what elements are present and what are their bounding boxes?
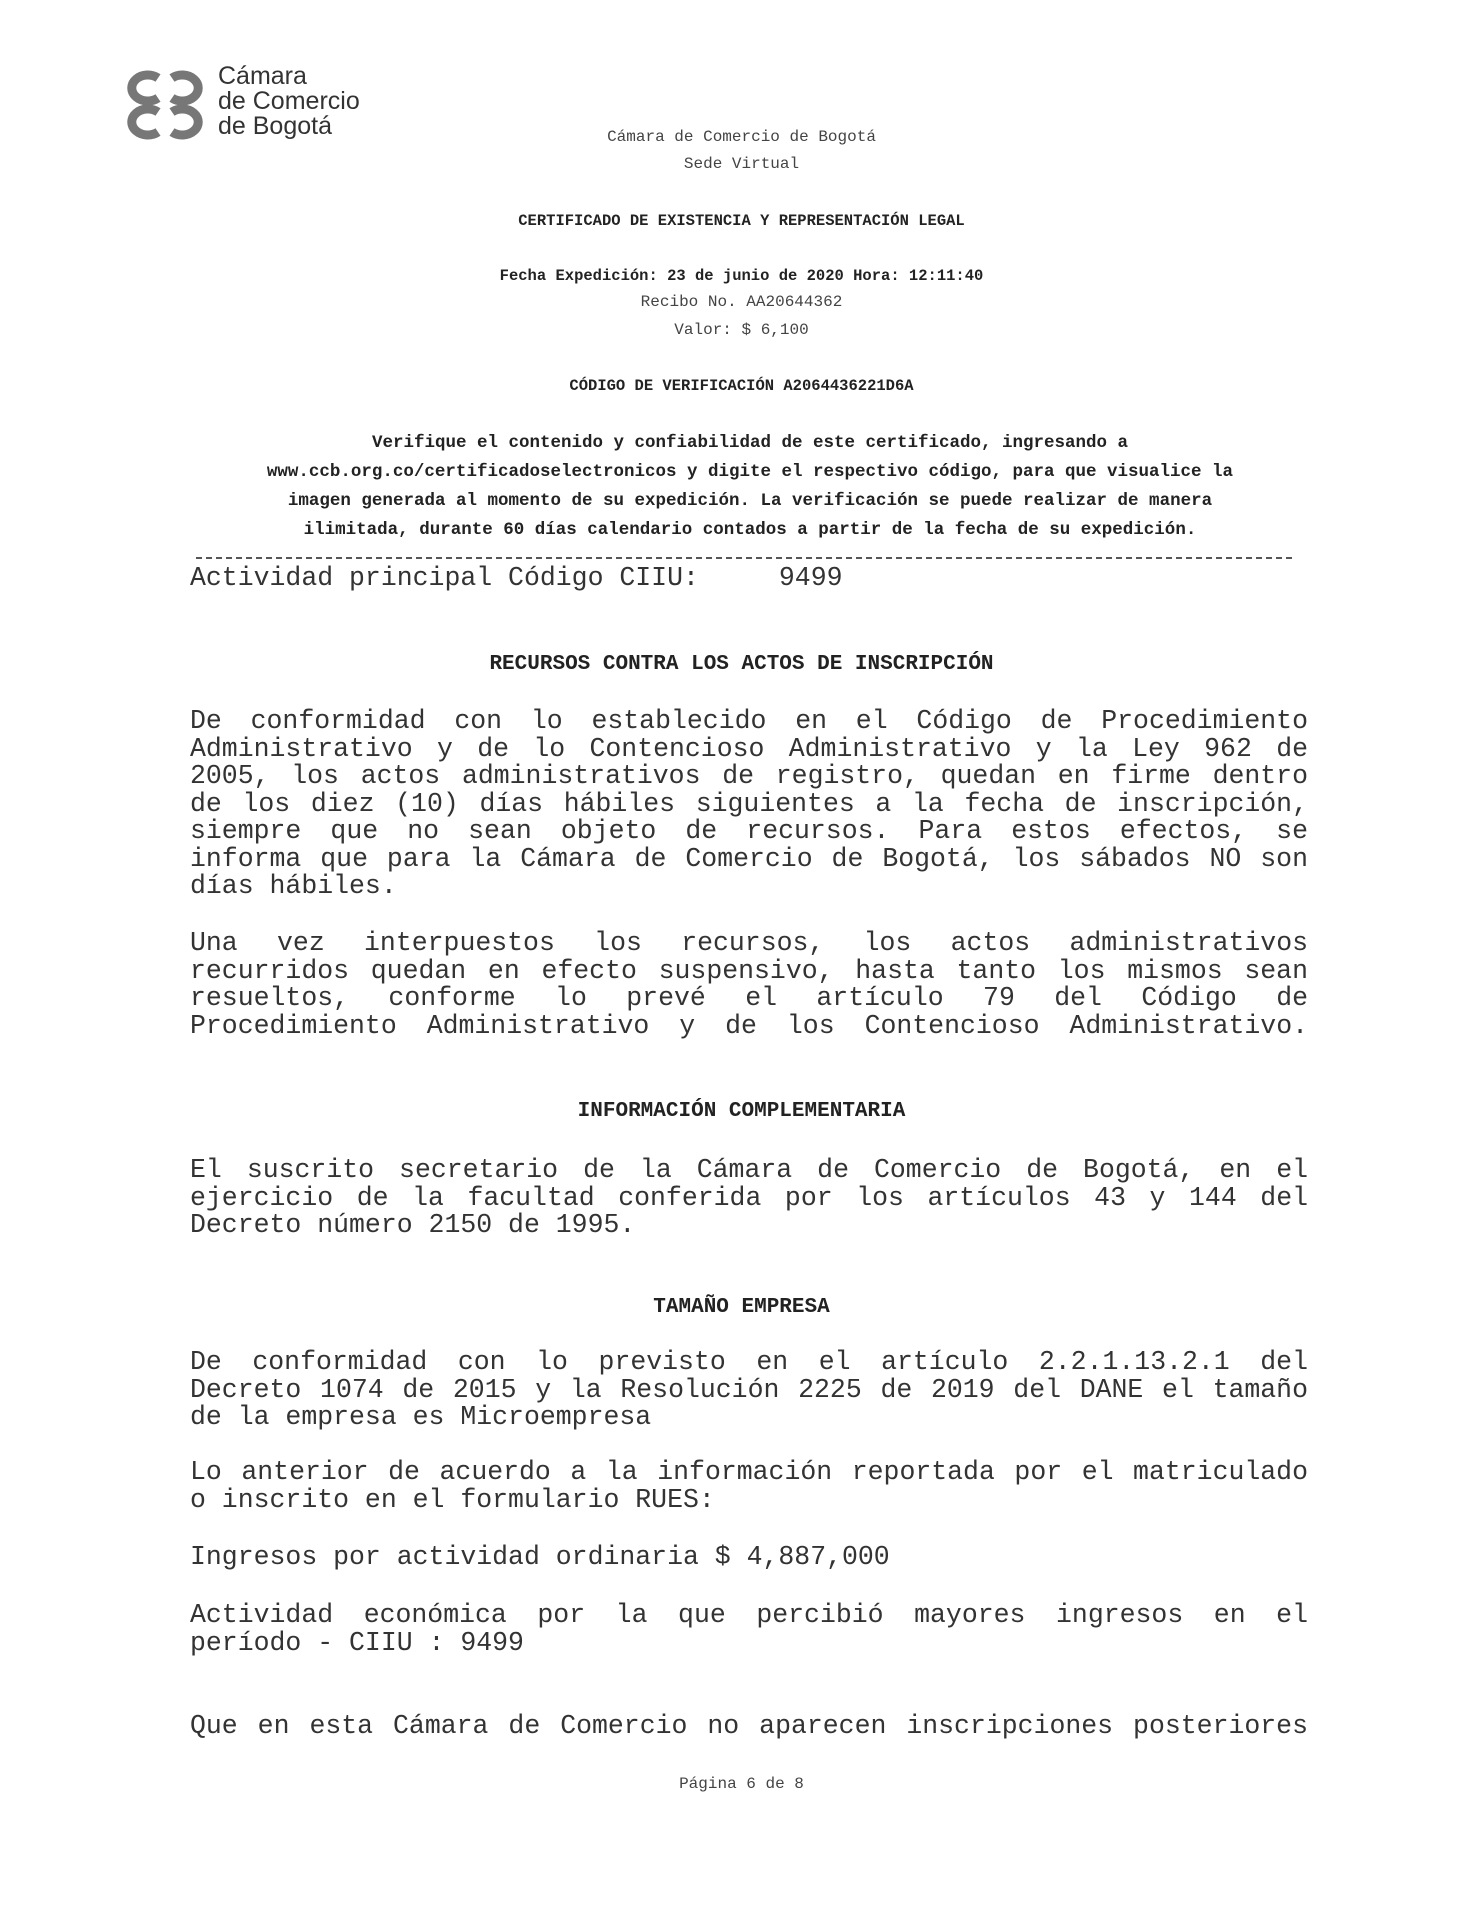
info-paragraph [190,1157,1308,1240]
actividad-value: 9499 [778,563,843,593]
recibo: Recibo No. AA20644362 [640,293,843,311]
page-number: Página 6 de 8 [679,1775,804,1793]
text-line: informa que para la Cámara de Comercio de Bogotá, los sábados NO son [190,843,1308,874]
text-line: de la empresa es Microempresa [190,1402,652,1432]
section-title-tamano: TAMAÑO EMPRESA [653,1296,830,1319]
document-title: CERTIFICADO DE EXISTENCIA Y REPRESENTACIÓN LEGAL [518,212,965,230]
text-line: De conformidad con lo establecido en el Código de Procedimiento [190,706,1308,736]
valor: Valor: $ 6,100 [674,321,809,339]
verify-line: www.ccb.org.co/certificadoselectronicos y digite el respectivo código, para que visualice la [266,462,1234,482]
logo-line: Cámara [218,62,307,90]
text-line: resueltos, conforme lo prevé el artículo 79 del Código de [190,983,1308,1013]
section-title-recursos: RECURSOS CONTRA LOS ACTOS DE INSCRIPCIÓN [489,653,994,676]
sede: Sede Virtual [683,155,800,173]
text-line: Ingresos por actividad ordinaria $ 4,887,000 [190,1542,890,1572]
ingresos [190,1544,1308,1572]
org-name: Cámara de Comercio de Bogotá [607,128,876,146]
dashed-divider [196,557,1292,559]
fecha-expedicion: Fecha Expedición: 23 de junio de 2020 Hora: 12:11:40 [499,267,984,285]
text-line: siempre que no sean objeto de recursos. Para estos efectos, se [190,816,1308,846]
text-line: El suscrito secretario de la Cámara de Comercio de Bogotá, en el [190,1155,1308,1185]
actividad-principal [190,565,1308,593]
text-line: 2005, los actos administrativos de registro, quedan en firme dentro [190,761,1308,791]
logo-line: de Comercio [218,87,360,115]
verify-line: ilimitada, durante 60 días calendario contados a partir de la fecha de su expedición. [303,520,1197,540]
text-line: Una vez interpuestos los recursos, los actos administrativos [190,928,1308,958]
section-title-info: INFORMACIÓN COMPLEMENTARIA [577,1100,906,1123]
text-line: o inscrito en el formulario RUES: [190,1484,715,1515]
logo-line: de Bogotá [218,112,332,140]
text-line: Lo anterior de acuerdo a la información reportada por el matriculado [190,1457,1308,1487]
text-line: período - CIIU : 9499 [190,1627,524,1658]
text-line: Procedimiento Administrativo y de los Contencioso Administrativo. [190,1010,1308,1041]
codigo-verificacion: CÓDIGO DE VERIFICACIÓN A2064436221D6A [569,377,914,395]
text-line: Que en esta Cámara de Comercio no aparecen inscripciones posteriores [190,1711,1308,1741]
text-line: Decreto 1074 de 2015 y la Resolución 2225 de 2019 del DANE el tamaño [190,1374,1308,1405]
tamano-paragraph-4 [190,1713,1308,1741]
text-line: Administrativo y de lo Contencioso Administrativo y la Ley 962 de [190,733,1308,764]
text-line: De conformidad con lo previsto en el artículo 2.2.1.13.2.1 del [190,1347,1308,1377]
tamano-paragraph-2 [190,1459,1308,1514]
text-line: días hábiles. [190,871,397,901]
text-line: de los diez (10) días hábiles siguientes a la fecha de inscripción, [190,788,1308,819]
verify-line: Verifique el contenido y confiabilidad de este certificado, ingresando a [371,433,1129,453]
text-line: Actividad económica por la que percibió mayores ingresos en el [190,1600,1308,1630]
text-line: ejercicio de la facultad conferida por los artículos 43 y 144 del [190,1182,1308,1213]
recursos-paragraph-2 [190,930,1308,1040]
actividad-label: Actividad principal Código CIIU: [190,563,699,593]
tamano-paragraph-3 [190,1602,1308,1657]
tamano-paragraph-1 [190,1349,1308,1432]
verification-notice [190,429,1310,545]
text-line: recurridos quedan en efecto suspensivo, hasta tanto los mismos sean [190,955,1308,986]
recursos-paragraph-1 [190,708,1308,901]
verify-line: imagen generada al momento de su expedición. La verificación se puede realizar de manera [287,491,1213,511]
text-line: Decreto número 2150 de 1995. [190,1210,636,1240]
